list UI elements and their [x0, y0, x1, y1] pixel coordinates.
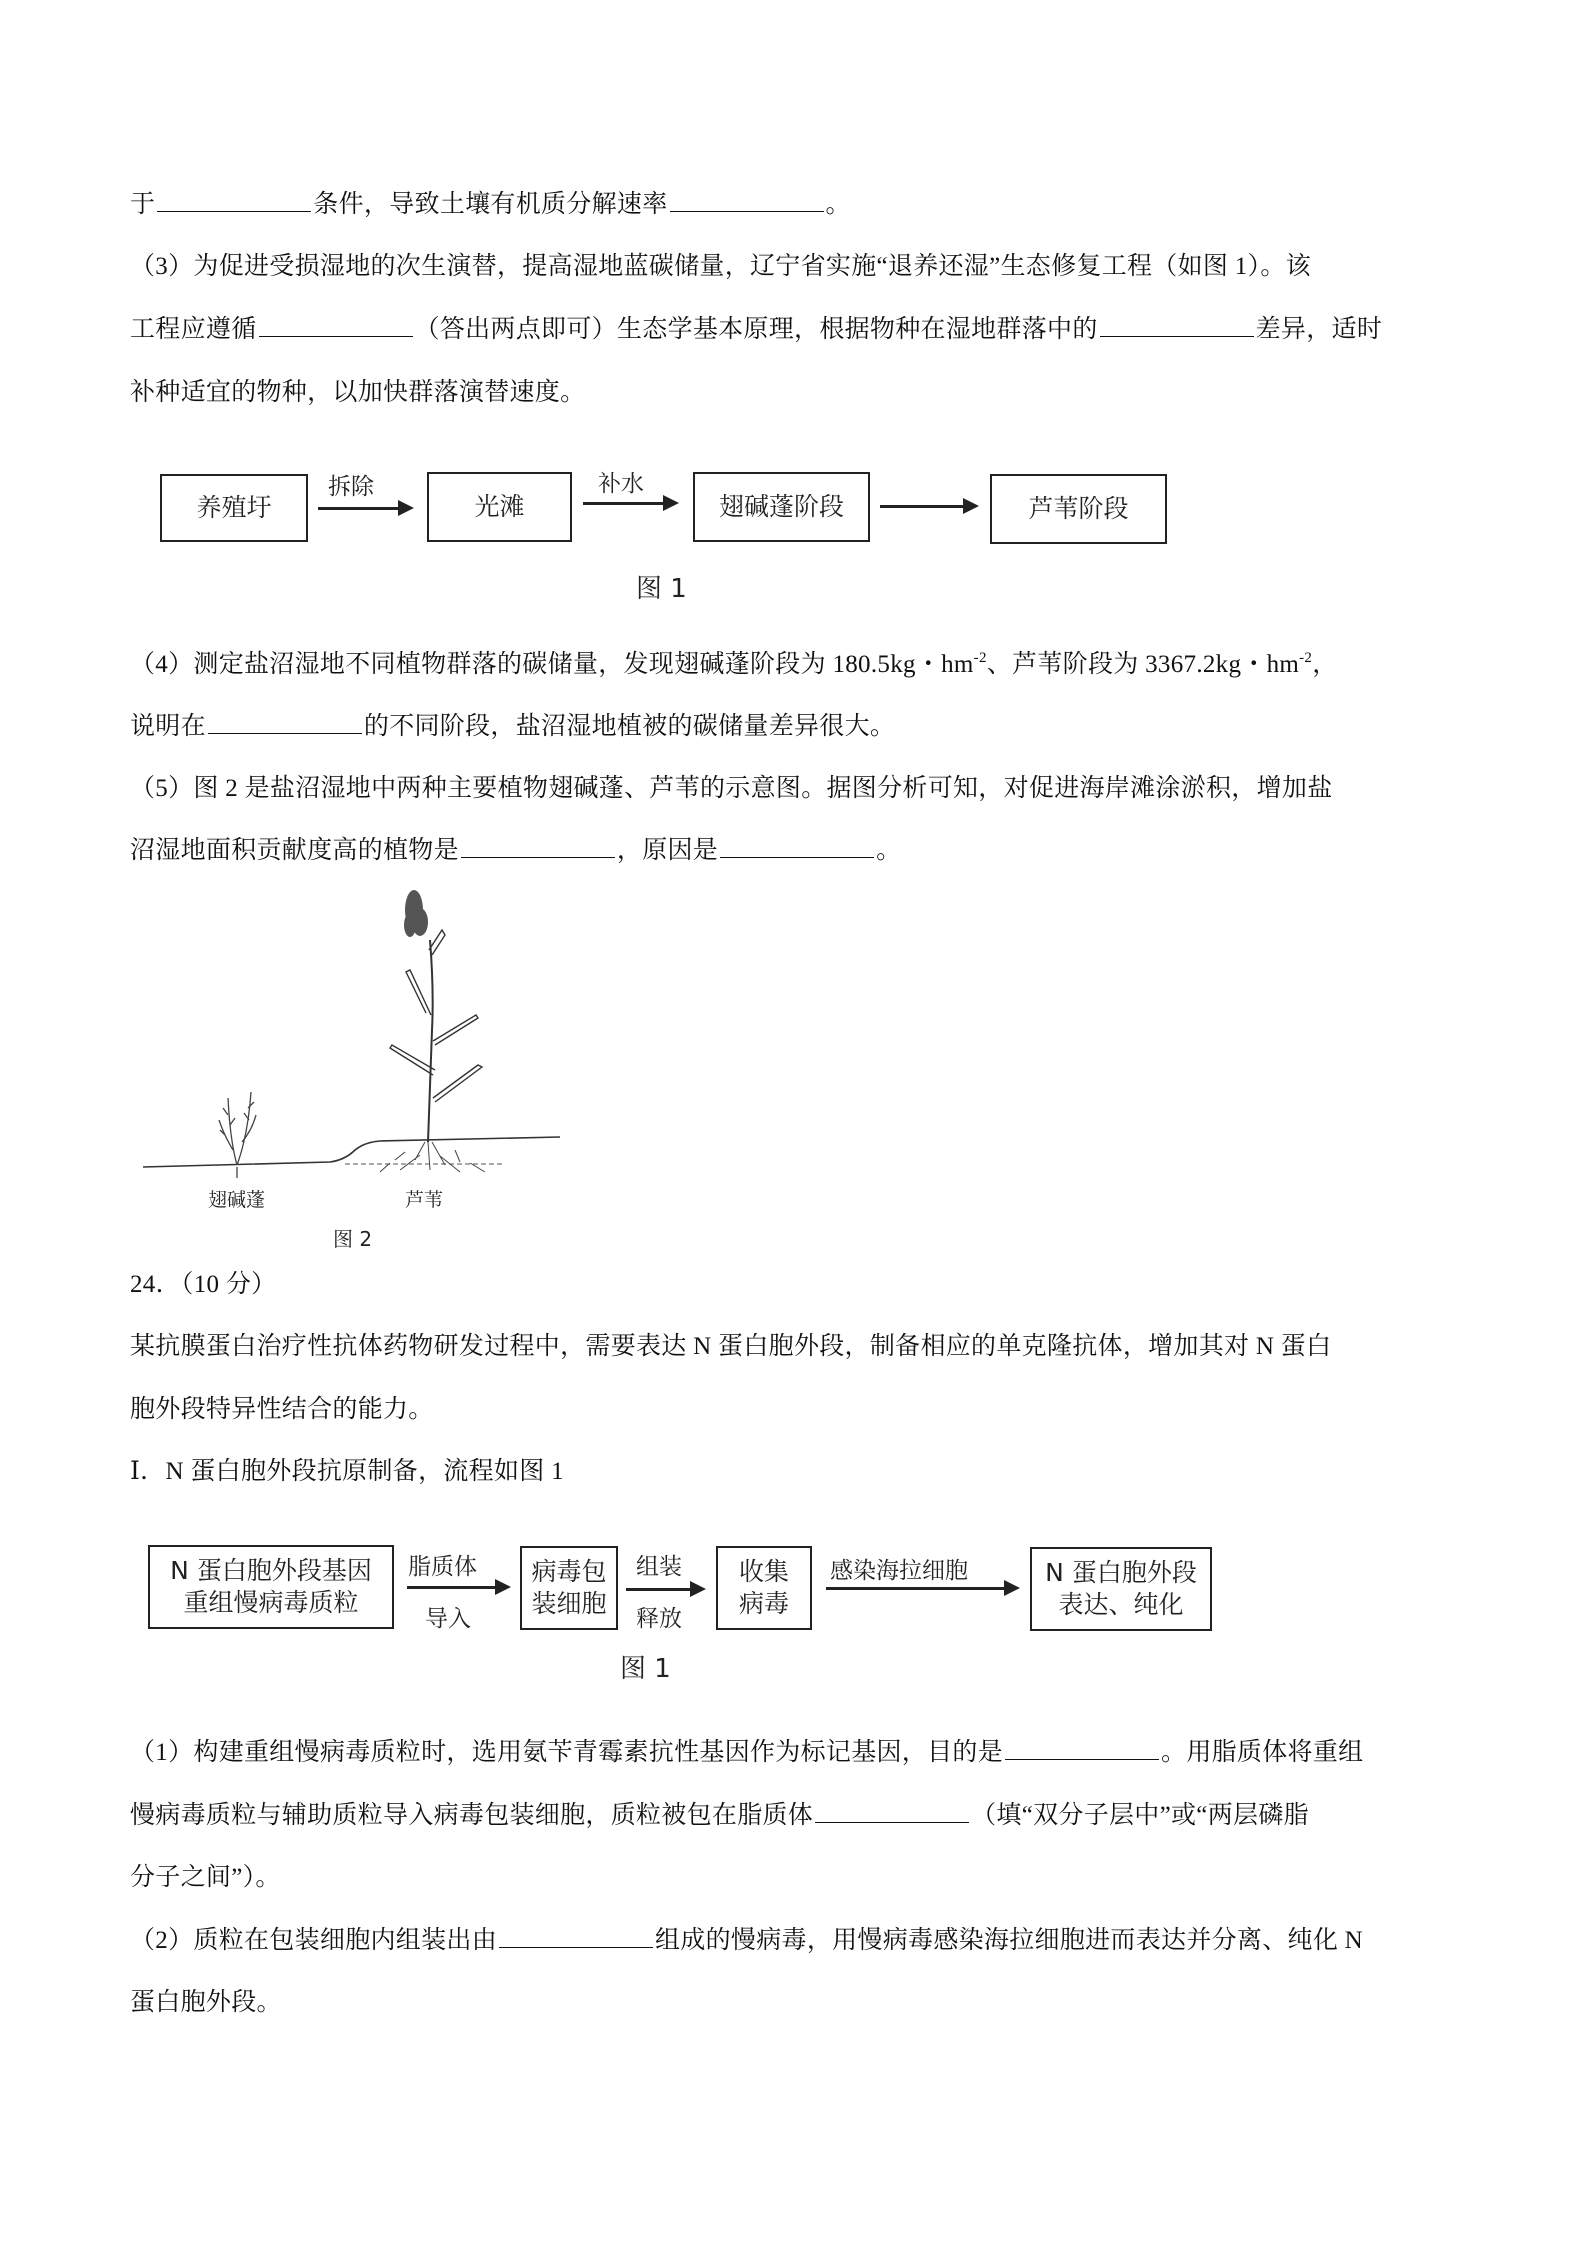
text: 。用脂质体将重组	[1161, 1739, 1364, 1766]
flow-arrow-label-top: 组装	[636, 1554, 682, 1580]
flow-arrow-label: 拆除	[328, 474, 374, 500]
text: 。	[825, 191, 851, 218]
q23-part5-line2	[130, 834, 901, 868]
text: 差异，适时	[1255, 316, 1383, 343]
flow-arrow-1	[318, 507, 410, 510]
box-line: 收集	[738, 1557, 789, 1586]
box-line: 表达、纯化	[1058, 1590, 1184, 1619]
text: 、芦苇阶段为 3367.2kg・hm	[986, 651, 1300, 678]
flow-box-expression-purification	[1030, 1547, 1212, 1631]
q23-part3-line1: （3）为促进受损湿地的次生演替，提高湿地蓝碳储量，辽宁省实施“退养还湿”生态修复工程（如图 1）。该	[130, 253, 1311, 280]
answer-blank[interactable]	[461, 835, 615, 858]
flow-arrow-1	[407, 1586, 507, 1589]
answer-blank[interactable]	[499, 1925, 653, 1948]
box-line: 病毒	[738, 1589, 789, 1618]
q23-part4-line2	[130, 710, 895, 744]
box-line: 病毒包	[531, 1557, 607, 1586]
q24-part1-line3: 分子之间”）。	[130, 1864, 281, 1891]
q24-part2-line1	[130, 1924, 1363, 1958]
flow-arrow-3	[826, 1587, 1016, 1590]
text: 条件，导致土壤有机质分解速率	[313, 191, 668, 218]
q23-figure2-plants	[130, 880, 590, 1260]
superscript: -2	[973, 650, 987, 666]
flow-box-fish-pond: 养殖圩	[160, 474, 308, 542]
reed-leaves	[390, 930, 482, 1102]
box-line: N 蛋白胞外段	[1045, 1558, 1197, 1587]
answer-blank[interactable]	[259, 314, 413, 337]
answer-blank[interactable]	[1100, 314, 1254, 337]
flow-arrow-label-bottom: 释放	[636, 1606, 682, 1632]
q24-part1-line1	[130, 1736, 1363, 1770]
flow-box-reed-stage: 芦苇阶段	[990, 474, 1167, 544]
flow-arrow-2	[626, 1588, 702, 1591]
text: （4）测定盐沼湿地不同植物群落的碳储量，发现翅碱蓬阶段为 180.5kg・hm	[130, 651, 974, 678]
text: （2）质粒在包装细胞内组装出由	[130, 1927, 498, 1954]
text: 的不同阶段，盐沼湿地植被的碳储量差异很大。	[363, 713, 896, 740]
box-line: N 蛋白胞外段基因	[170, 1556, 372, 1585]
figure-caption: 图 1	[620, 1654, 671, 1684]
plant-label-suaeda: 翅碱蓬	[208, 1189, 266, 1211]
answer-blank[interactable]	[208, 711, 362, 734]
answer-blank[interactable]	[1005, 1737, 1159, 1760]
text: （1）构建重组慢病毒质粒时，选用氨苄青霉素抗性基因作为标记基因，目的是	[130, 1739, 1004, 1766]
answer-blank[interactable]	[720, 835, 874, 858]
reed-panicle	[404, 890, 428, 937]
answer-blank[interactable]	[815, 1800, 969, 1823]
plants-illustration	[130, 880, 590, 1260]
q24-part2-line2: 蛋白胞外段。	[130, 1989, 282, 2016]
flow-box-packaging-cell	[520, 1546, 618, 1630]
q23-part3-line3: 补种适宜的物种，以加快群落演替速度。	[130, 379, 586, 406]
q24-part1-line2	[130, 1799, 1309, 1833]
flow-arrow-3	[880, 505, 975, 508]
flow-arrow-label-top: 脂质体	[408, 1554, 477, 1580]
q24-heading: 24．（10 分）	[130, 1271, 277, 1298]
q23-part5-line1: （5）图 2 是盐沼湿地中两种主要植物翅碱蓬、芦苇的示意图。据图分析可知，对促进海岸滩涂淤积，增加盐	[130, 775, 1333, 802]
flow-box-suaeda-stage: 翅碱蓬阶段	[693, 472, 870, 542]
ground-line	[143, 1137, 560, 1167]
flow-arrow-2	[583, 502, 675, 505]
q24-section1-title: Ⅰ．N 蛋白胞外段抗原制备，流程如图 1	[130, 1458, 564, 1485]
flow-arrow-label-top: 感染海拉细胞	[830, 1558, 968, 1584]
figure-caption: 图 1	[636, 574, 687, 604]
text: （填“双分子层中”或“两层磷脂	[971, 1802, 1309, 1829]
figure-caption: 图 2	[333, 1227, 373, 1251]
text: 。	[876, 837, 902, 864]
reed-stem	[428, 940, 433, 1142]
text: 慢病毒质粒与辅助质粒导入病毒包装细胞，质粒被包在脂质体	[130, 1802, 814, 1829]
text: ，	[1312, 651, 1338, 678]
text: 工程应遵循	[130, 316, 257, 343]
flow-box-mudflat: 光滩	[427, 472, 572, 542]
flow-box-recombinant-plasmid	[148, 1545, 394, 1629]
text: 沼湿地面积贡献度高的植物是	[130, 837, 459, 864]
box-line: 装细胞	[531, 1589, 607, 1618]
q24-intro-line1: 某抗膜蛋白治疗性抗体药物研发过程中，需要表达 N 蛋白胞外段，制备相应的单克隆抗体，增加其对 N 蛋白	[130, 1333, 1332, 1360]
answer-blank[interactable]	[670, 189, 824, 212]
text: 于	[130, 191, 156, 218]
flow-arrow-label: 补水	[598, 471, 644, 497]
q23-part4-line1	[130, 648, 1338, 682]
flow-box-collect-virus	[716, 1546, 812, 1630]
q23-part3-line2	[130, 313, 1382, 347]
text: （答出两点即可）生态学基本原理，根据物种在湿地群落中的	[414, 316, 1098, 343]
reed-roots	[380, 1142, 485, 1172]
superscript: -2	[1299, 650, 1313, 666]
box-line: 重组慢病毒质粒	[183, 1588, 359, 1617]
text: ，原因是	[616, 837, 719, 864]
plant-label-reed: 芦苇	[405, 1189, 444, 1211]
text: 组成的慢病毒，用慢病毒感染海拉细胞进而表达并分离、纯化 N	[655, 1927, 1364, 1954]
text: 说明在	[130, 713, 206, 740]
q23-line-continuation	[130, 188, 851, 222]
q24-intro-line2: 胞外段特异性结合的能力。	[130, 1396, 434, 1423]
flow-arrow-label-bottom: 导入	[425, 1606, 471, 1632]
answer-blank[interactable]	[157, 189, 311, 212]
